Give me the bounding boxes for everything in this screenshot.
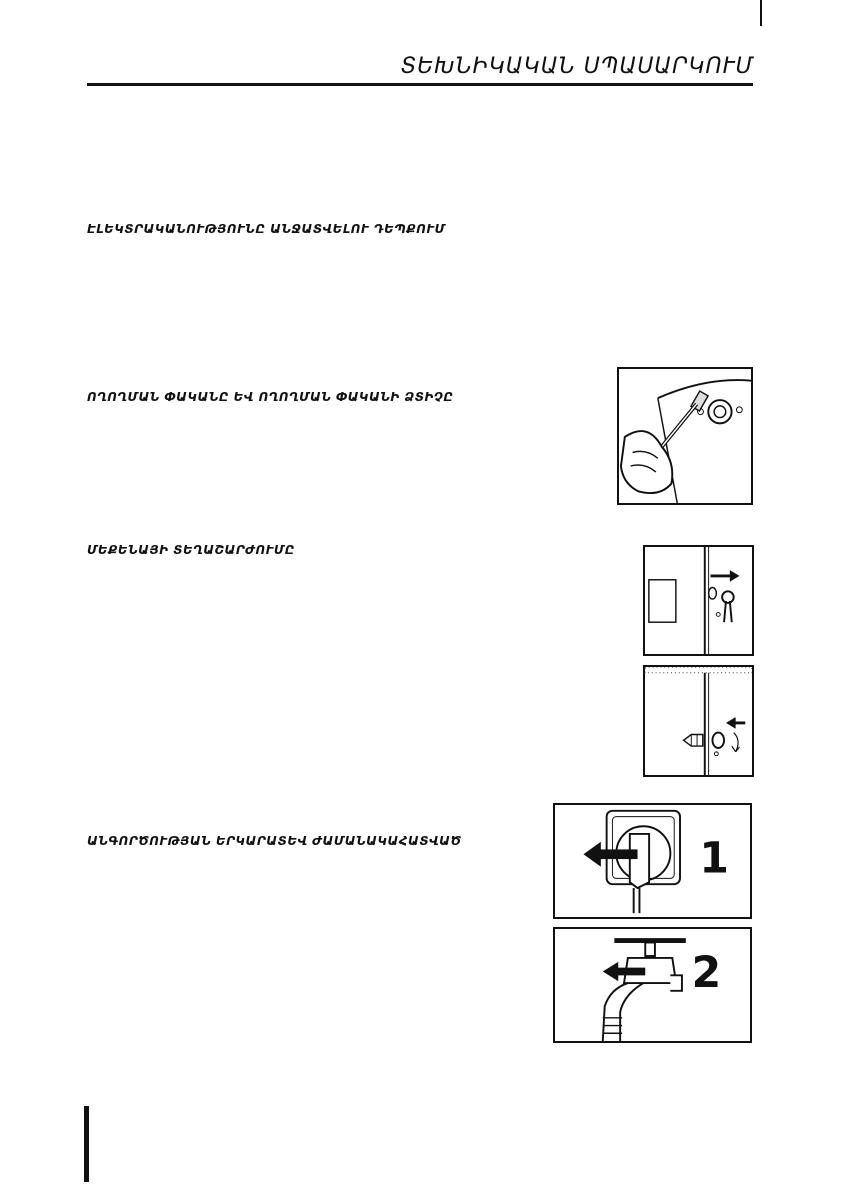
transport-bolt-remove-figure [643,545,754,656]
unplug-step-number: 1 [699,834,729,884]
unplug-figure [553,803,752,919]
section-heading-power-failure: ԷԼԵԿՏՐԱԿԱՆՈՒԹՅՈՒՆԸ ԱՆՋԱՏՎԵԼՈՒ ԴԵՊՔՈՒՄ [87,222,446,236]
brush-cleaning-illustration [619,369,751,503]
wrench-remove-illustration [645,547,752,654]
page-title: ՏԵԽՆԻԿԱԿԱՆ ՍՊԱՍԱՐԿՈՒՄ [400,54,754,79]
crop-mark [760,0,762,26]
transport-bolt-cap-figure [643,665,754,777]
tap-illustration [555,929,750,1041]
unplug-illustration [555,805,750,917]
rinse-cap-cleaning-figure [617,367,753,505]
close-tap-figure [553,927,752,1043]
section-heading-rinse-cap: ՈՂՈՂՄԱՆ ՓԱԿԱՆԸ ԵՎ ՈՂՈՂՄԱՆ ՓԱԿԱՆԻ ՁՏԻՉԸ [87,390,454,404]
cap-insert-illustration [645,667,752,775]
section-heading-moving-machine: ՄԵՔԵՆԱՅԻ ՏԵՂԱՇԱՐԺՈՒՄԸ [87,543,295,557]
page-margin-bar [84,1106,89,1182]
header-rule [87,83,753,86]
section-heading-long-idle: ԱՆԳՈՐԾՈՒԹՅԱՆ ԵՐԿԱՐԱՏԵՎ ԺԱՄԱՆԱԿԱՀԱՏՎԱԾ [87,834,462,848]
tap-step-number: 2 [691,948,722,998]
